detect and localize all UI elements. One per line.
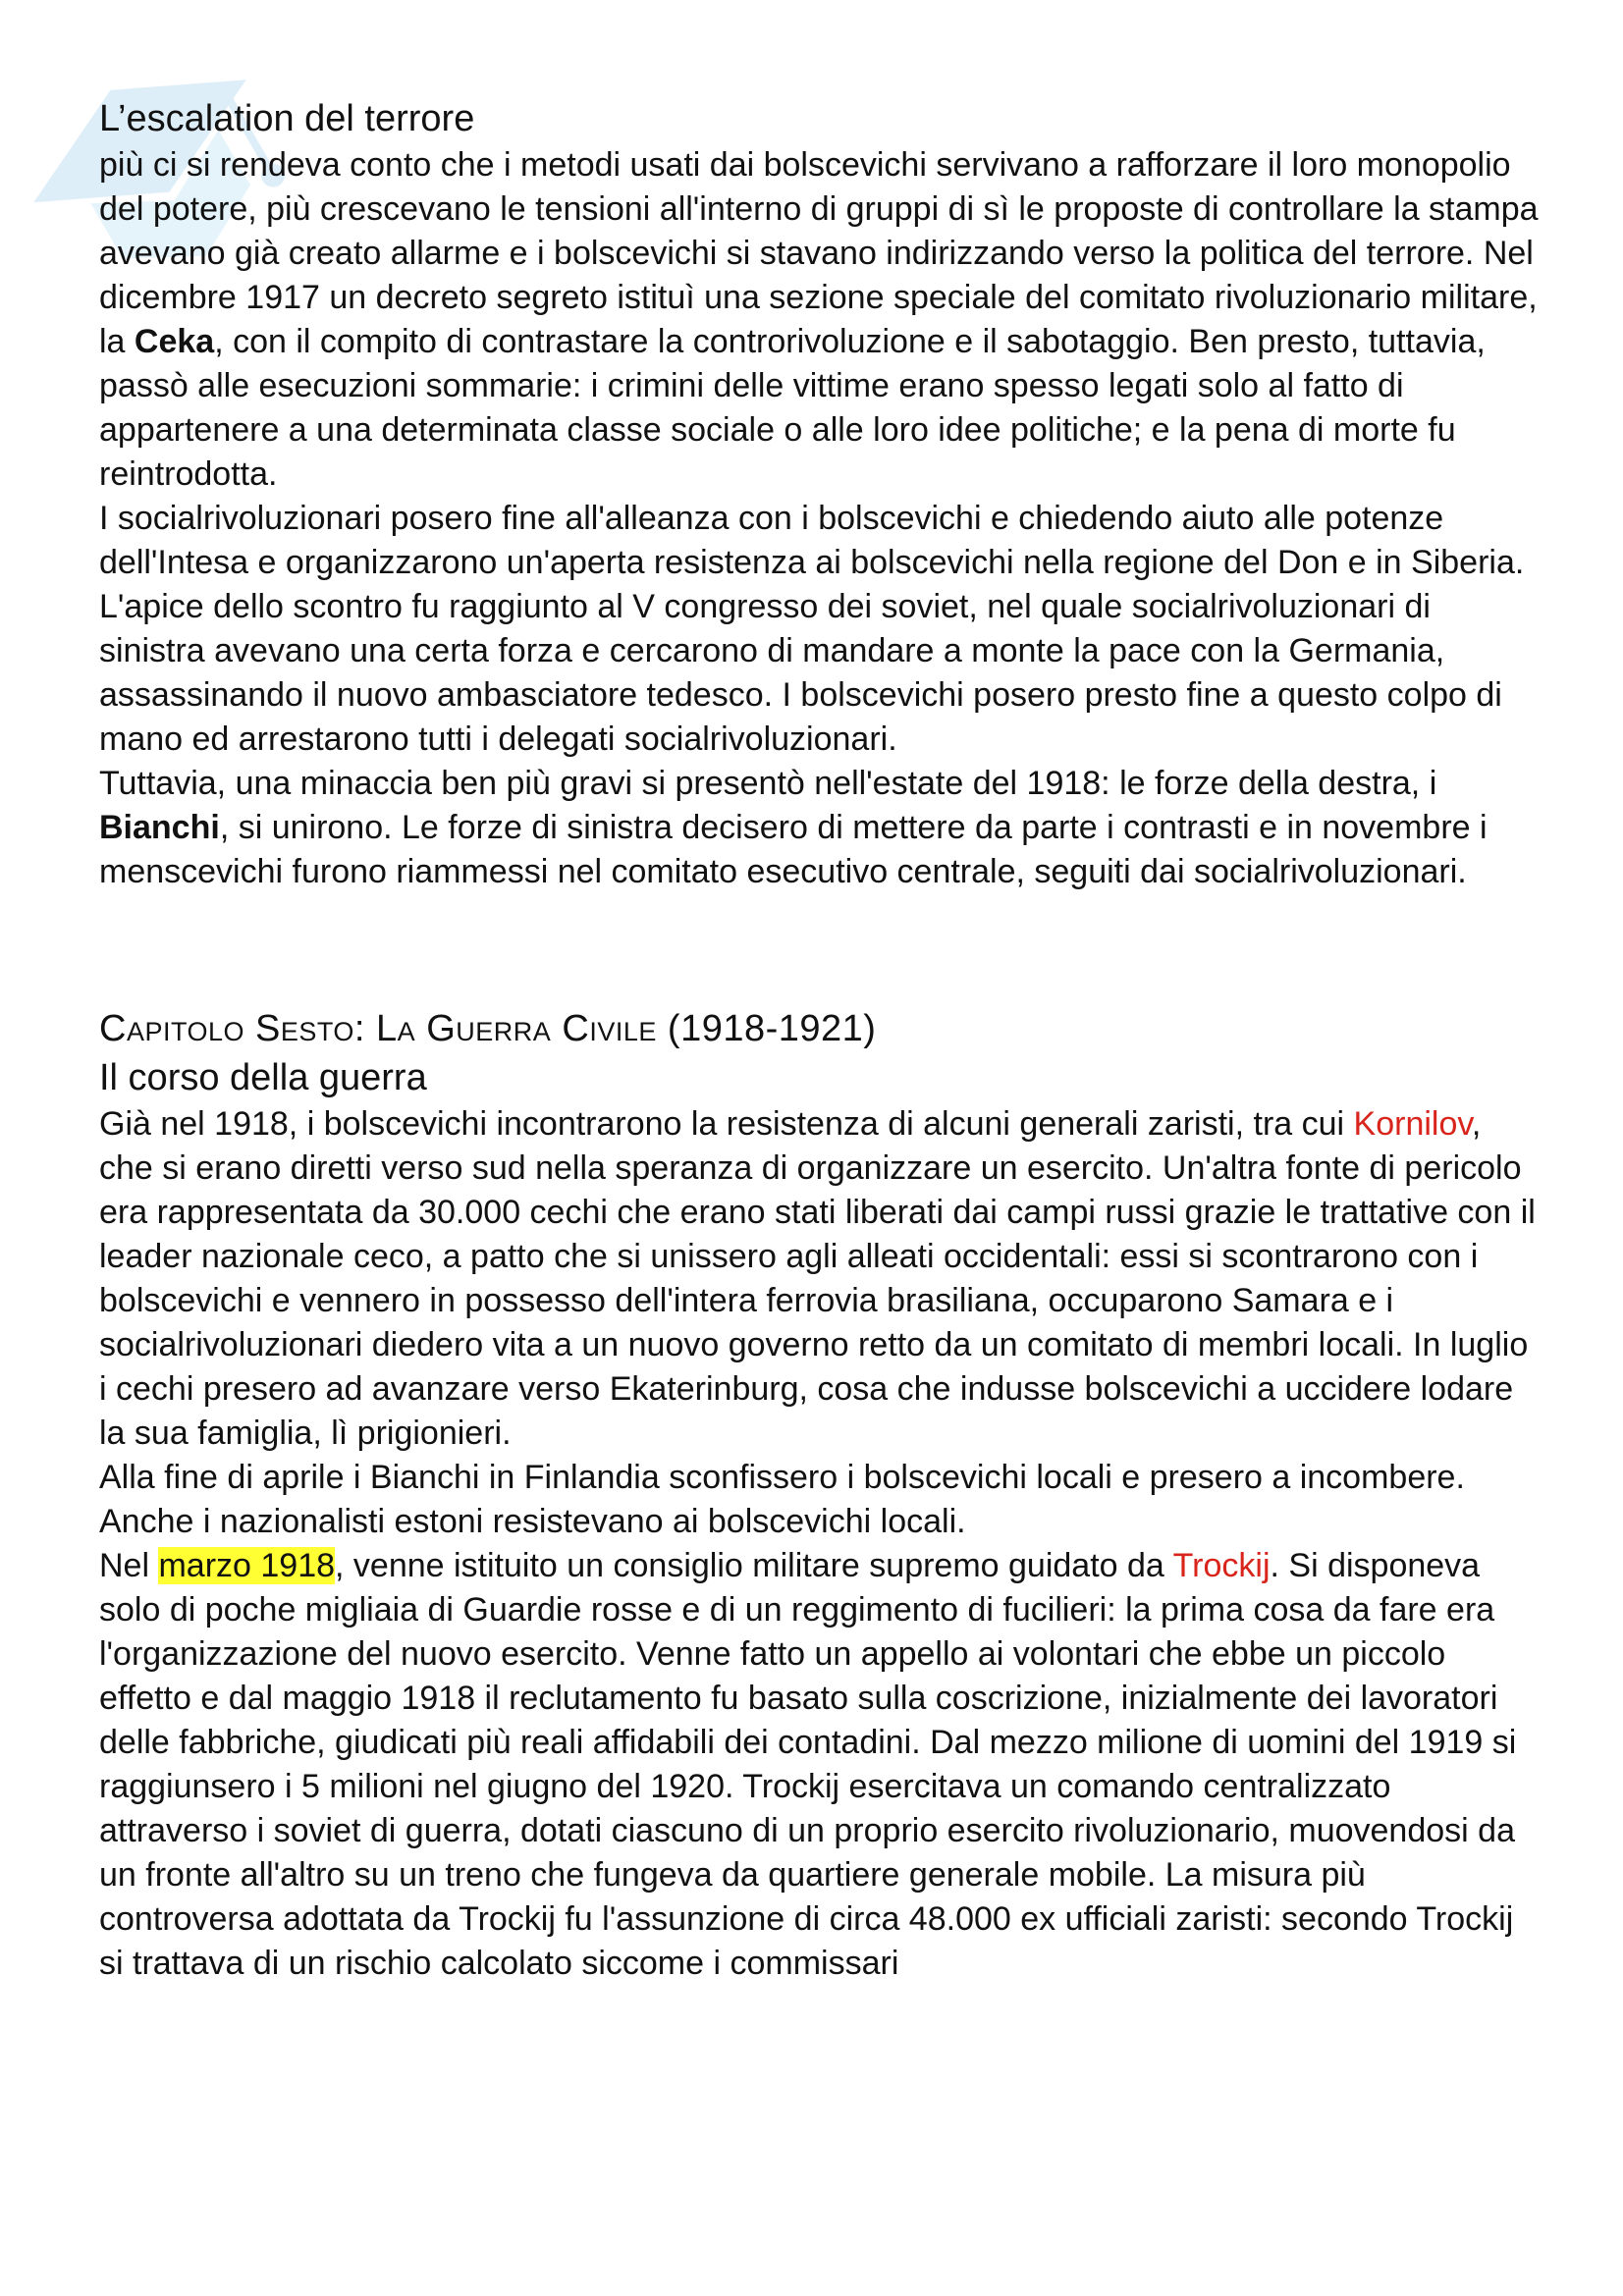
bold-term-bianchi: Bianchi — [99, 809, 220, 846]
paragraph-terrore-2: I socialrivoluzionari posero fine all'alleanza con i bolscevichi e chiedendo aiuto alle potenze dell'Intesa e organizzarono un'aperta resistenza ai bolscevichi nella regione del Don e in Siberia. L'apice dello scontro fu raggiunto al V congresso dei soviet, nel quale socialrivoluzionari di sinistra avevano una certa forza e cercarono di mandare a monte la pace con la Germania, assassinando il nuovo ambasciatore tedesco. I bolscevichi posero presto fine a questo colpo di mano ed arrestarono tutti i delegati socialrivoluzionari. — [99, 500, 1525, 758]
chapter-colon: : — [353, 1008, 377, 1049]
paragraph-guerra-3 — [99, 1544, 1542, 1986]
name-trockij: Trockij — [1172, 1547, 1271, 1584]
chapter-title — [99, 1004, 1542, 1053]
section-title-guerra: Il corso della guerra — [99, 1057, 427, 1098]
section-spacer — [99, 894, 1542, 1004]
chapter-number: Capitolo Sesto — [99, 1008, 354, 1049]
paragraph-text: Tuttavia, una minaccia ben più gravi si presentò nell'estate del 1918: le forze della destra, i — [99, 765, 1437, 802]
paragraph-text: . Si disponeva solo di poche migliaia di Guardie rosse e di un reggimento di fucilieri: la prima cosa da fare era l'organizzazione del nuovo esercito. Venne fatto un appello ai volontari che ebbe un piccolo effetto e dal maggio 1918 il reclutamento fu basato sulla coscrizione, inizialmente dei lavoratori delle fabbriche, giudicati più reali affidabili dei contadini. Dal mezzo milione di uomini del 1919 si raggiunsero i 5 milioni nel giugno del 1920. Trockij esercitava un comando centralizzato attraverso i soviet di guerra, dotati ciascuno di un proprio esercito rivoluzionario, muovendosi da un fronte all'altro su un treno che fungeva da quartiere generale mobile. La misura più controversa adottata da Trockij fu l'assunzione di circa 48.000 ex ufficiali zaristi: secondo Trockij si trattava di un rischio calcolato siccome i commissari — [99, 1547, 1517, 1982]
highlight-date: marzo 1918 — [158, 1547, 336, 1584]
paragraph-text: , con il compito di contrastare la controrivoluzione e il sabotaggio. Ben presto, tuttavia, passò alle esecuzioni sommarie: i crimini delle vittime erano spesso legati solo al fatto di appartenere a una determinata classe sociale o alle loro idee politiche; e la pena di morte fu reintrodotta. — [99, 323, 1486, 493]
name-kornilov: Kornilov — [1353, 1105, 1472, 1143]
section-title-terrore: L’escalation del terrore — [99, 98, 475, 139]
paragraph-terrore-1 — [99, 143, 1542, 497]
chapter-years: (1918-1921) — [656, 1008, 877, 1049]
paragraph-guerra-2: Alla fine di aprile i Bianchi in Finlandia sconfissero i bolscevichi locali e presero a incombere. Anche i nazionalisti estoni resistevano ai bolscevichi locali. — [99, 1459, 1465, 1540]
paragraph-terrore-3 — [99, 762, 1542, 894]
bold-term-ceka: Ceka — [134, 323, 215, 360]
document-page — [99, 94, 1542, 1986]
paragraph-text: , che si erano diretti verso sud nella speranza di organizzare un esercito. Un'altra fonte di pericolo era rappresentata da 30.000 cechi che erano stati liberati dai campi russi grazie le trattative con il leader nazionale ceco, a patto che si unissero agli alleati occidentali: essi si scontrarono con i bolscevichi e vennero in possesso dell'intera ferrovia brasiliana, occuparono Samara e i socialrivoluzionari diedero vita a un nuovo governo retto da un comitato di membri locali. In luglio i cechi presero ad avanzare verso Ekaterinburg, cosa che indusse bolscevichi a uccidere lodare la sua famiglia, lì prigionieri. — [99, 1105, 1536, 1452]
paragraph-text: più ci si rendeva conto che i metodi usati dai bolscevichi servivano a rafforzare il loro monopolio del potere, più crescevano le tensioni all'interno di gruppi di sì le proposte di controllare la stampa avevano già creato allarme e i bolscevichi si stavano indirizzando verso la politica del terrore. Nel dicembre 1917 un decreto segreto istituì una sezione speciale del comitato rivoluzionario militare, la — [99, 146, 1539, 360]
paragraph-text: Già nel 1918, i bolscevichi incontrarono la resistenza di alcuni generali zaristi, tra cui — [99, 1105, 1354, 1143]
paragraph-text: , si unirono. Le forze di sinistra decisero di mettere da parte i contrasti e in novembre i menscevichi furono riammessi nel comitato esecutivo centrale, seguiti dai socialrivoluzionari. — [99, 809, 1488, 890]
paragraph-text: , venne istituito un consiglio militare supremo guidato da — [335, 1547, 1173, 1584]
paragraph-text: Nel — [99, 1547, 159, 1584]
chapter-name: La Guerra Civile — [376, 1008, 657, 1049]
paragraph-guerra-1 — [99, 1102, 1542, 1456]
